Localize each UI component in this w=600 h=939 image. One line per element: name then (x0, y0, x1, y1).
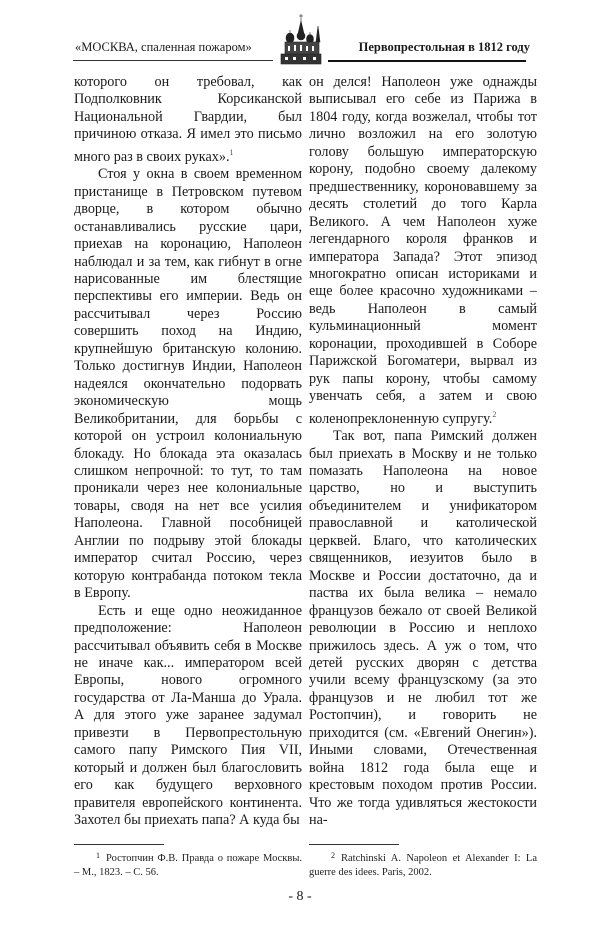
book-title: «МОСКВА, спаленная пожаром» (75, 40, 252, 54)
footnote-number: 1 (96, 851, 100, 860)
paragraph: Так вот, папа Римский должен был приехать в Москву и не только помазать Наполеона на новое царство, но и выступить объединителем и унификатором православной и католической церквей. Благо, что католических священников, иезуитов было в Москве и России достаточно, да и паства их была велика – немало французов бежало от своей Великой революции в Россию и неплохо прижилось здесь. А уж о том, что детей русских дворян с детства учили всему французскому (за это французов и не любил тот же Ростопчин), и говорить не приходится (см. «Евгений Онегин»). Иными словами, Отечественная война 1812 года была еще и крестовым походом против России. Что же тогда удивляться жестокости на- (309, 428, 537, 829)
paragraph: Стоя у окна в своем временном пристанище в Петровском путевом дворце, в котором обычно останавливались русские цари, приехав на коронацию, Наполеон наблюдал и за тем, как гибнут в огне нарисованные им блестящие перспективы его империи. Ведь он рассчитывал через Россию совершить поход на Индию, крупнейшую британскую колонию. Только достигнув Индии, Наполеон надеялся окончательно подорвать экономическую мощь Великобритании, для борьбы с которой он устроил колониальную блокаду. Но блокада эта оказалась слишком непрочной: то тут, то там проникали через нее колониальные товары, сводя на нет все усилия Наполеона. Главной пособницей Англии по подрыву этой блокады император считал Россию, через которую контрабанда потоком текла в Европу. (74, 166, 302, 602)
footnote-ref[interactable]: 2 (492, 409, 497, 419)
footnote-number: 2 (331, 851, 335, 860)
footnote-divider (309, 844, 399, 845)
st-basils-cathedral-icon (277, 12, 325, 68)
paragraph: Есть и еще одно неожиданное предположение: Наполеон рассчитывал объявить себя в Москве не иначе как... императором всей Европы, нового огромного государства от Ла-Манша до Урала. А для этого уже заранее задумал привезти в Первопрестольную самого папу Римского Пия VII, который и должен был благословить его как будущего верховного правителя европейского континента. Захотел бы приехать папа? А куда бы (74, 602, 302, 829)
header-rule-right (328, 60, 526, 62)
paragraph: которого он требовал, как Подполковник Корсиканской Национальной Гвардии, был причиною отказа. Я имел это письмо много раз в своих руках».$^1$ (74, 74, 302, 165)
footnote-2 (309, 849, 537, 880)
page-number: - 8 - (288, 889, 312, 904)
footnote-ref[interactable]: 1 (229, 147, 234, 157)
chapter-title: Первопрестольная в 1812 году (358, 40, 530, 54)
running-header (0, 0, 600, 70)
right-column (309, 74, 537, 829)
paragraph: он делся! Наполеон уже однажды выписывал его себе из Парижа в 1804 году, когда возжелал, чтобы тот лично возложил на его золотую голову большую императорскую корону, подобно своему далекому предшественнику, короновавшему за десять столетий до того Карла Великого. А чем Наполеон хуже легендарного короля франков и императора Запада? Этот эпизод многократно описан историками и еще более красочно художниками – ведь Наполеон в самый кульминационный момент коронации, проходившей в Соборе Парижской Богоматери, вырвал из рук папы корону, чтобы самому увенчать себя, а затем и свою коленопреклоненную супругу.$^2$ (309, 74, 537, 427)
footnote-text: Ratchinski A. Napoleon et Alexander I: La guerre des idees. Paris, 2002. (309, 853, 537, 878)
left-column (74, 74, 302, 829)
footnote-text: Ростопчин Ф.В. Правда о пожаре Москвы. – М., 1823. – С. 56. (74, 853, 302, 878)
footnote-divider (74, 844, 164, 845)
footnote-1 (74, 849, 302, 880)
header-rule-left (73, 60, 273, 61)
